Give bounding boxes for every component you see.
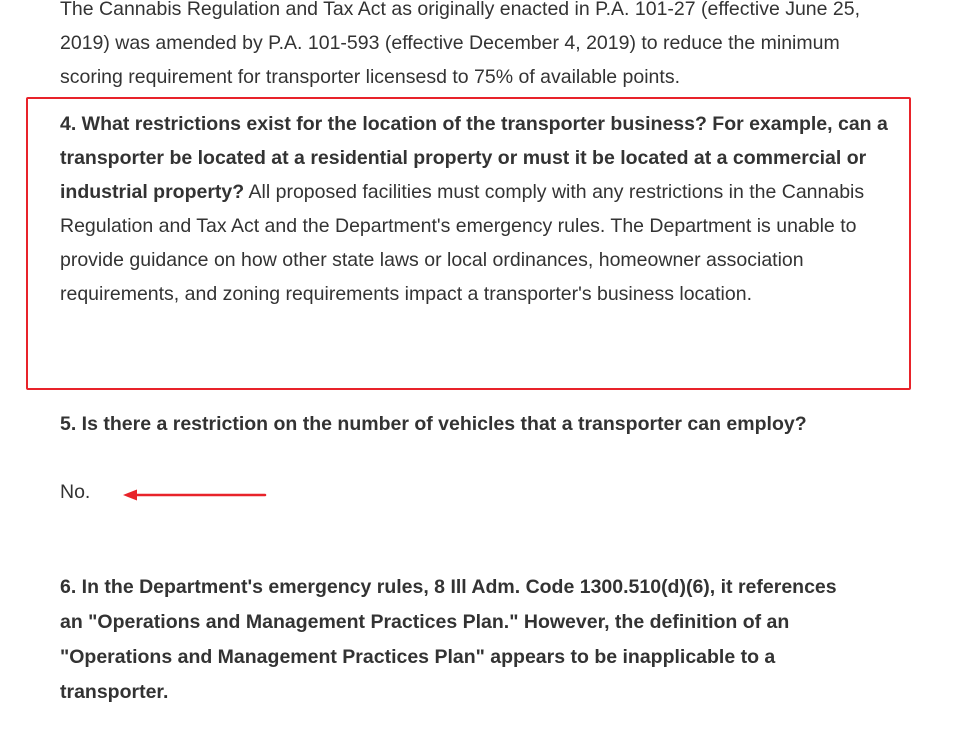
arrow-left-icon <box>122 487 268 503</box>
question-4-answer: All proposed facilities must comply with any restrictions in the Cannabis Regulation and Tax Act and the Department's emergency rules. The Department is unable to provide guidance on how other state laws or local ordinances, homeowner association requirements, and zoning requirements impact a transporter's business location. <box>60 181 865 305</box>
question-5-answer: No. <box>60 481 91 503</box>
question-5-text: 5. Is there a restriction on the number of vehicles that a transporter can employ? <box>60 413 807 435</box>
question-4-paragraph <box>60 107 900 311</box>
intro-paragraph: The Cannabis Regulation and Tax Act as originally enacted in P.A. 101-27 (effective June 25, 2019) was amended by P.A. 101-593 (effective December 4, 2019) to reduce the minimum scoring requirement for transporter licensesd to 75% of available points. <box>60 0 861 88</box>
question-4-text: 4. What restrictions exist for the location of the transporter business? For example, can a transporter be located at a residential property or must it be located at a commercial or industrial property? <box>60 113 888 203</box>
question-6-text: 6. In the Department's emergency rules, 8 Ill Adm. Code 1300.510(d)(6), it references an "Operations and Management Practices Plan." However, the definition of an "Operations and Management Practices Plan" appears to be inapplicable to a transporter. <box>60 576 837 703</box>
